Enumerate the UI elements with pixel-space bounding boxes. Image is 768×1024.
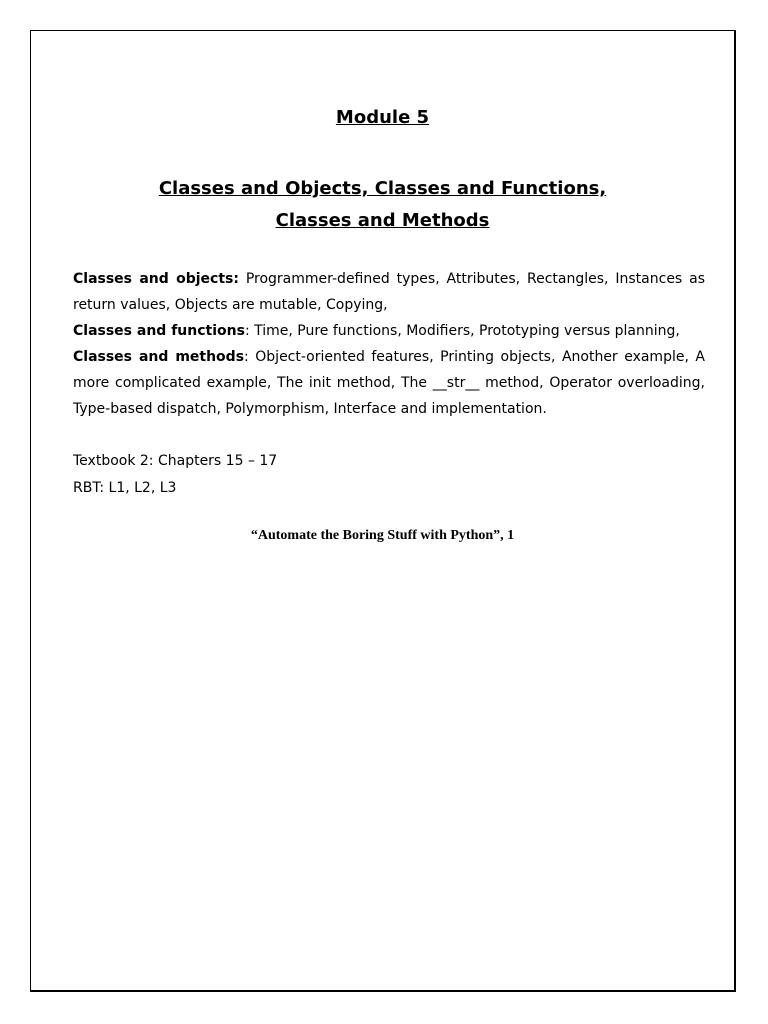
topic-classes-and-objects <box>73 266 705 318</box>
topic-heading: Classes and methods <box>73 349 245 365</box>
book-reference: “Automate the Boring Stuff with Python”, 1 <box>250 528 515 543</box>
topic-classes-and-methods <box>73 344 705 422</box>
references <box>73 448 277 502</box>
topic-classes-and-functions <box>73 318 705 344</box>
topic-heading: Classes and functions <box>73 323 245 339</box>
topic-text: : Time, Pure functions, Modifiers, Prototyping versus planning, <box>244 323 680 339</box>
topic-heading: Classes and objects: <box>73 271 239 287</box>
topics-body <box>73 266 705 422</box>
section-title <box>31 173 734 237</box>
rbt-levels: RBT: L1, L2, L3 <box>73 480 177 496</box>
topic-text: : Object-oriented features, Printing objects, Another example, A more complicated example, The init method, The __str__ method, Operator overloading, Type-based dispatch, Polymorphism, Interface and implementation. <box>73 349 705 417</box>
module-title: Module 5 <box>335 107 430 128</box>
document-page <box>30 30 736 992</box>
topic-text: Programmer-defined types, Attributes, Rectangles, Instances as return values, Objects are mutable, Copying, <box>73 271 705 313</box>
section-title-line-2: Classes and Methods <box>275 210 490 231</box>
section-title-line-1: Classes and Objects, Classes and Functions, <box>158 178 607 199</box>
textbook-reference: Textbook 2: Chapters 15 – 17 <box>73 453 278 469</box>
